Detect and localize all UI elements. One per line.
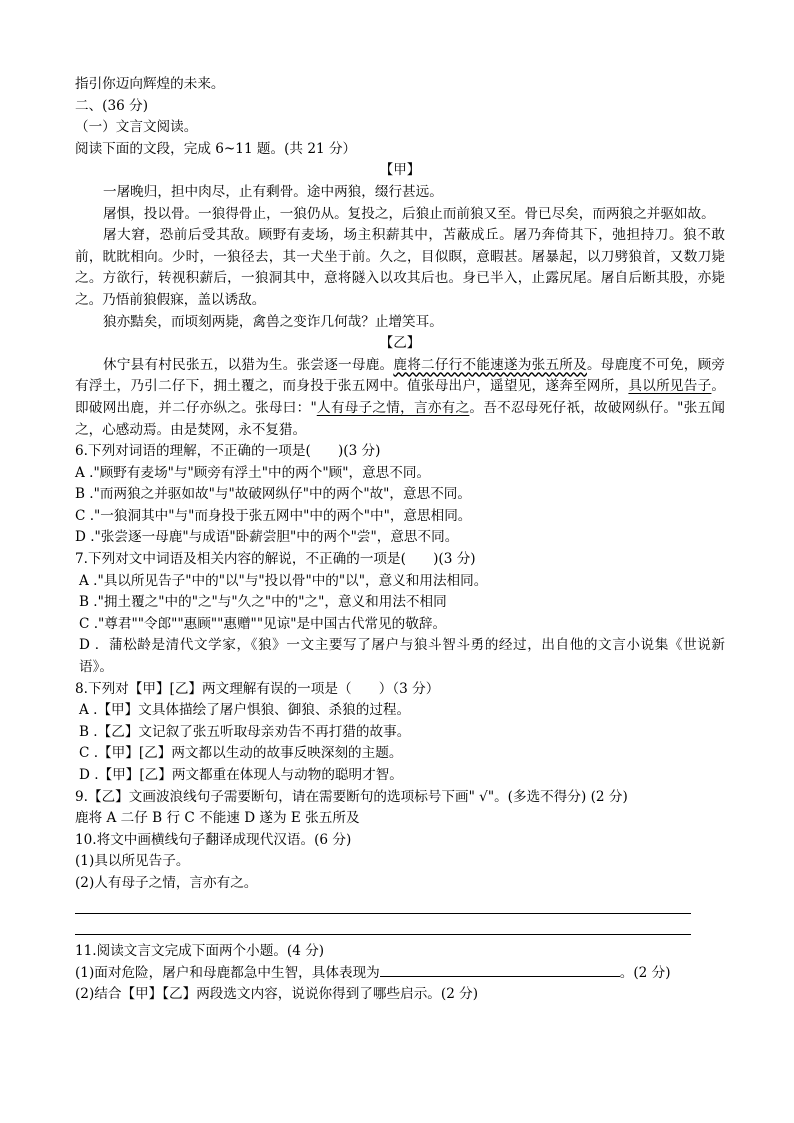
q10-item-2: (2)人有母子之情，言亦有之。 xyxy=(75,874,258,891)
q7-option-d: D ．蒲松龄是清代文学家，《狼》一文主要写了屠户与狼斗智斗勇的经过，出自他的文言小说集《世说新语》。 xyxy=(79,637,725,676)
q8-option-c: C .【甲】[乙】两文都以生动的故事反映深刻的主题。 xyxy=(79,745,403,762)
q6-option-d: D ."张尝逐一母鹿"与成语"卧薪尝胆"中的两个"尝"，意思不同。 xyxy=(75,529,459,546)
passage-jia-label: 【甲】 xyxy=(379,162,421,179)
passage-jia-p3: 屠大窘，恐前后受其敌。顾野有麦场，场主积薪其中，苫蔽成丘。屠乃奔倚其下，弛担持刀。狼不敢前，眈眈相向。少时，一狼径去，其一犬坐于前。久之，目似瞑，意暇甚。屠暴起，以刀劈狼首，又数刀毙之。方欲行，转视积薪后，一狼洞其中，意将隧入以攻其后也。身已半入，止露尻尾。屠自后断其股，亦毙之。乃悟前狼假寐，盖以诱敌。 xyxy=(75,227,725,308)
q11-item-1 xyxy=(75,962,725,984)
subsection-heading: （一）文言文阅读。 xyxy=(75,119,198,136)
q7-option-b: B ."拥土覆之"中的"之"与"久之"中的"之"，意义和用法不相同 xyxy=(79,594,447,611)
q11-item-2: (2)结合【甲】【乙】两段选文内容，说说你得到了哪些启示。(2 分) xyxy=(75,985,479,1002)
question-7: 7.下列对文中词语及相关内容的解说，不正确的一项是( )(3 分) xyxy=(75,551,476,568)
q10-item-1: (1)具以所见告子。 xyxy=(75,853,190,870)
question-10: 10.将文中画横线句子翻译成现代汉语。(6 分) xyxy=(75,831,352,848)
question-6: 6.下列对词语的理解，不正确的一项是( )(3 分) xyxy=(75,443,381,460)
q11-item-1-text: (1)面对危险，屠户和母鹿都急中生智，具体表现为 xyxy=(75,965,380,982)
q7-option-c: C ."尊君""令郎""惠顾""惠赠""见谅"是中国古代常见的敬辞。 xyxy=(79,615,447,632)
reading-instruction: 阅读下面的文段，完成 6~11 题。(共 21 分） xyxy=(75,140,357,157)
question-8: 8.下列对【甲】[乙】两文理解有误的一项是（ ）（3 分） xyxy=(75,680,440,697)
underlined-sentence-2: 人有母子之情，言亦有之 xyxy=(316,399,470,416)
question-11: 11.阅读文言文完成下面两个小题。(4 分) xyxy=(75,942,325,959)
passage-jia-p4: 狼亦黠矣，而顷刻两毙，禽兽之变诈几何哉？止增笑耳。 xyxy=(103,313,443,330)
q6-option-b: B ."而两狼之并驱如故"与"故破网纵仔"中的两个"故"，意思不同。 xyxy=(75,486,471,503)
underlined-sentence-1: 具以所见告子 xyxy=(628,378,712,395)
wavy-underline-sentence: 鹿将二仔行不能速遂为张五所及 xyxy=(393,356,587,373)
passage-yi-label: 【乙】 xyxy=(379,335,421,352)
q11-item-1-score: 。(2 分) xyxy=(619,965,671,982)
yi-text-1: 休宁县有村民张五，以猎为生。张尝逐一母鹿。 xyxy=(103,356,394,373)
passage-jia-p1: 一屠晚归，担中肉尽，止有剩骨。途中两狼，缀行甚远。 xyxy=(103,183,443,200)
yi-text-4: 。吾不忍母死仔祇，故破网纵仔。"张五闻之，心感动焉。由是焚网，永不复猎。 xyxy=(75,399,725,438)
q9-break-options: 鹿将 A 二仔 B 行 C 不能速 D 遂为 E 张五所及 xyxy=(75,810,360,827)
exam-page xyxy=(75,74,725,1005)
yi-text-3: 。即破网出鹿，并二仔亦纵之。张母曰：" xyxy=(75,378,726,416)
q11-answer-blank[interactable] xyxy=(380,962,620,977)
q7-option-a: A ."具以所见告子"中的"以"与"投以骨"中的"以"，意义和用法相同。 xyxy=(79,572,488,589)
yi-text-2: 。母鹿度不可免，顾旁有浮土，乃引二仔下，拥土覆之，而身投于张五网中。值张母出户，遥望见，遂奔至网所， xyxy=(75,356,726,395)
q6-option-a: A ."顾野有麦场"与"顾旁有浮土"中的两个"顾"，意思不同。 xyxy=(75,464,431,481)
section-heading: 二、(36 分) xyxy=(75,97,149,114)
q8-option-d: D .【甲】[乙】两文都重在体现人与动物的聪明才智。 xyxy=(79,767,403,783)
passage-jia-p2: 屠惧，投以骨。一狼得骨止，一狼仍从。复投之，后狼止而前狼又至。骨已尽矣，而两狼之并驱如故。 xyxy=(103,205,715,222)
question-9: 9.【乙】文画波浪线句子需要断句，请在需要断句的选项标号下画" √"。(多选不得分) (2 分) xyxy=(75,788,628,805)
closing-line: 指引你迈向辉煌的未来。 xyxy=(75,76,225,92)
q8-option-a: A .【甲】文具体描绘了屠户惧狼、御狼、杀狼的过程。 xyxy=(79,702,411,719)
q6-option-c: C ."一狼洞其中"与"而身投于张五网中"中的两个"中"，意思相同。 xyxy=(75,507,472,524)
passage-yi-p1 xyxy=(75,355,725,441)
q8-option-b: B .【乙】文记叙了张五听取母亲劝告不再打猎的故事。 xyxy=(79,723,411,740)
